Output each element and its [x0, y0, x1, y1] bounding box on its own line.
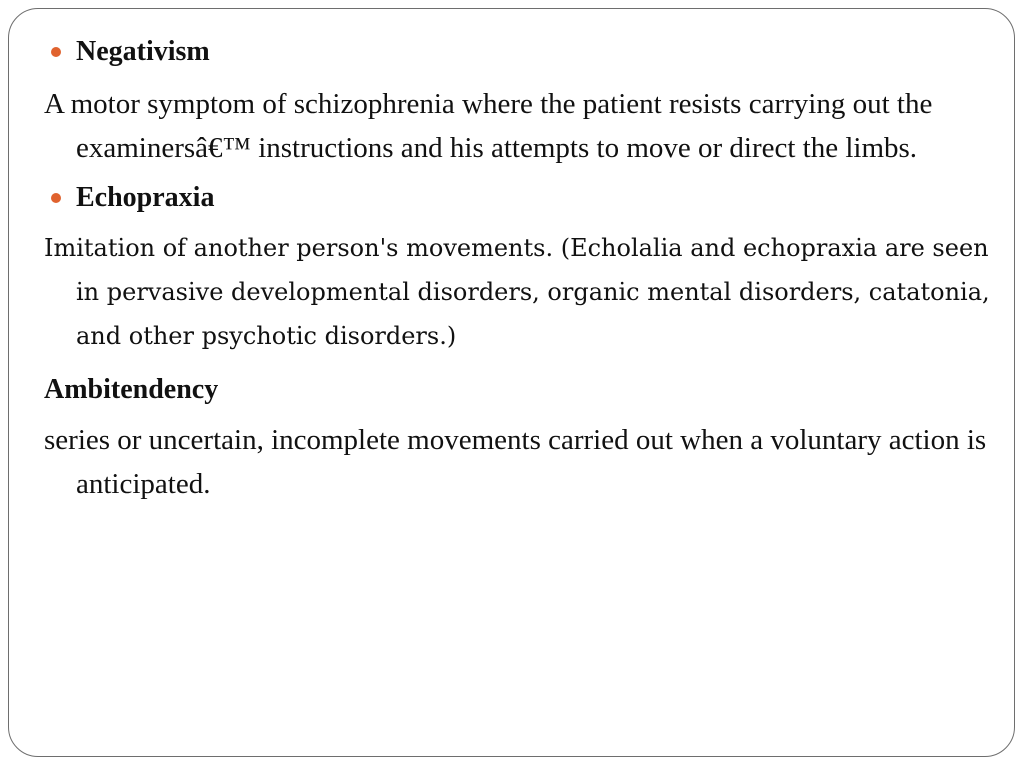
bullet-icon	[51, 193, 61, 203]
term-heading-echopraxia	[44, 176, 994, 220]
bullet-icon	[51, 47, 61, 57]
term-definition-echopraxia: Imitation of another person's movements. (Echolalia and echopraxia are seen in pervasive developmental disorders, organic mental disorders, catatonia, and other psychotic disorders.)	[44, 234, 990, 350]
term-definition-negativism: A motor symptom of schizophrenia where the patient resists carrying out the examinersâ€™ instructions and his attempts to move or direct the limbs.	[44, 88, 933, 164]
slide-content	[44, 30, 994, 512]
term-heading-ambitendency: Ambitendency	[44, 374, 219, 405]
term-heading-label: Negativism	[76, 36, 210, 67]
term-heading-label: Echopraxia	[76, 182, 215, 213]
term-heading-negativism	[44, 30, 994, 74]
term-definition-ambitendency: series or uncertain, incomplete movements carried out when a voluntary action is anticipated.	[44, 424, 987, 500]
